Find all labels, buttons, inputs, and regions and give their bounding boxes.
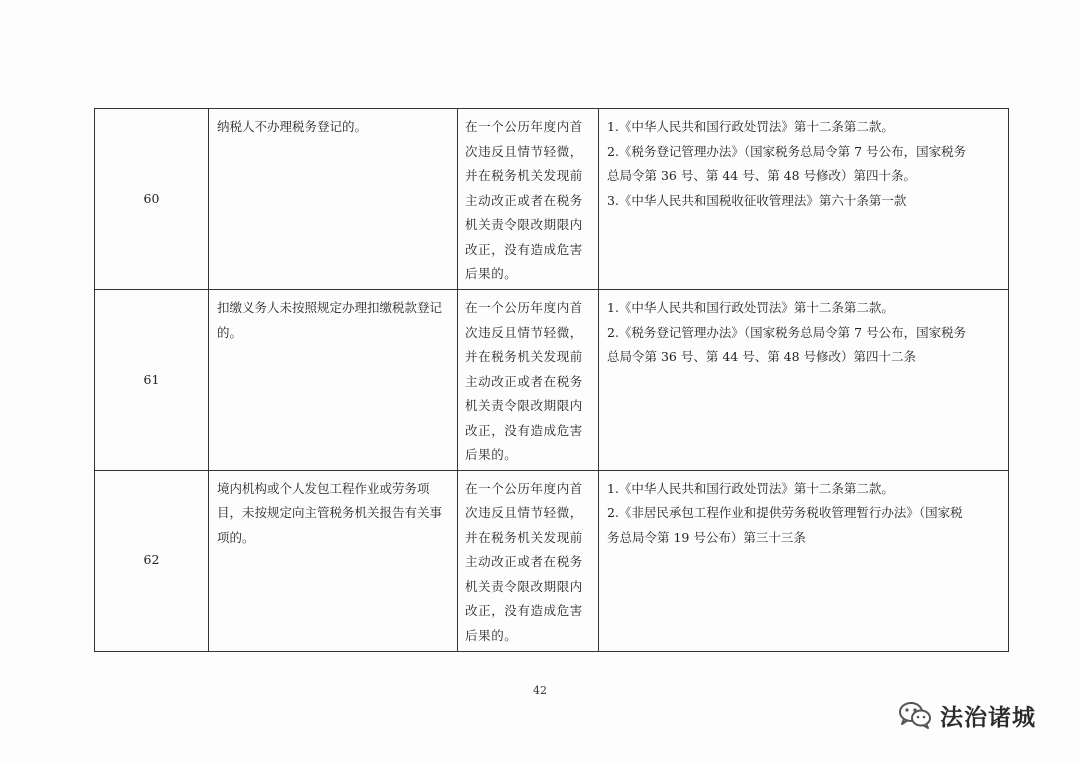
legal-basis-text: [599, 290, 1008, 374]
condition-line: 改正，没有造成危害: [465, 422, 583, 438]
legal-basis-line: 3.《中华人民共和国税收征收管理法》第六十条第一款: [607, 192, 907, 208]
violation-case-cell: [209, 109, 458, 290]
violation-case-cell: [209, 290, 458, 471]
row-number-cell: [95, 290, 209, 471]
condition-line: 并在税务机关发现前: [465, 529, 583, 545]
condition-line: 主动改正或者在税务: [465, 373, 583, 389]
legal-basis-line: 1.《中华人民共和国行政处罚法》第十二条第二款。: [607, 300, 894, 315]
condition-cell: [458, 290, 599, 471]
condition-line: 次违反且情节轻微，: [465, 505, 583, 520]
condition-line: 机关责令限改期限内: [465, 578, 583, 594]
violation-case-text: 境内机构或个人发包工程作业或劳务项目，未按规定向主管税务机关报告有关事项的。: [217, 480, 443, 545]
legal-basis-line: 务总局令第 19 号公布）第三十三条: [607, 529, 806, 545]
condition-line: 改正，没有造成危害: [465, 603, 583, 618]
legal-basis-cell: [599, 470, 1009, 651]
condition-cell: [458, 109, 599, 290]
condition-text: [458, 471, 598, 651]
legal-basis-text: [599, 471, 1008, 555]
condition-text: [458, 109, 598, 289]
penalty-exemption-table: [94, 108, 1009, 652]
legal-basis-line: 2.《税务登记管理办法》（国家税务总局令第 7 号公布，国家税务: [607, 143, 967, 159]
row-number-cell: [95, 470, 209, 651]
row-number: 62: [143, 552, 160, 568]
table-row: [95, 470, 1009, 651]
violation-case-text: 扣缴义务人未按照规定办理扣缴税款登记的。: [217, 300, 443, 340]
legal-basis-cell: [599, 109, 1009, 290]
violation-case-cell: [209, 470, 458, 651]
condition-line: 次违反且情节轻微，: [465, 143, 583, 159]
condition-line: 主动改正或者在税务: [465, 192, 583, 208]
violation-case-text: 纳税人不办理税务登记的。: [217, 119, 368, 134]
condition-line: 并在税务机关发现前: [465, 349, 583, 364]
condition-cell: [458, 470, 599, 651]
legal-basis-line: 总局令第 36 号、第 44 号、第 48 号修改）第四十条。: [607, 168, 917, 183]
legal-basis-line: 1.《中华人民共和国行政处罚法》第十二条第二款。: [607, 119, 894, 134]
legal-basis-line: 总局令第 36 号、第 44 号、第 48 号修改）第四十二条: [607, 349, 917, 364]
watermark-text: 法治诸城: [940, 704, 1036, 731]
legal-basis-line: 2.《非居民承包工程作业和提供劳务税收管理暂行办法》（国家税: [607, 505, 963, 520]
condition-line: 在一个公历年度内首: [465, 480, 583, 496]
condition-line: 机关责令限改期限内: [465, 398, 583, 413]
condition-line: 后果的。: [465, 627, 518, 643]
table-row: [95, 290, 1009, 471]
row-number-cell: [95, 109, 209, 290]
account-watermark: [898, 700, 1036, 730]
condition-line: 改正，没有造成危害: [465, 241, 583, 257]
condition-line: 后果的。: [465, 266, 518, 281]
condition-line: 在一个公历年度内首: [465, 119, 583, 134]
condition-line: 次违反且情节轻微，: [465, 324, 583, 340]
row-number: 61: [143, 371, 160, 387]
legal-basis-line: 2.《税务登记管理办法》（国家税务总局令第 7 号公布，国家税务: [607, 324, 967, 340]
condition-text: [458, 290, 598, 470]
condition-line: 机关责令限改期限内: [465, 217, 583, 232]
condition-line: 主动改正或者在税务: [465, 554, 583, 569]
table-row: [95, 109, 1009, 290]
condition-line: 在一个公历年度内首: [465, 300, 583, 315]
legal-basis-text: [599, 109, 1008, 217]
condition-line: 并在税务机关发现前: [465, 168, 583, 183]
legal-basis-cell: [599, 290, 1009, 471]
legal-basis-line: 1.《中华人民共和国行政处罚法》第十二条第二款。: [607, 480, 894, 496]
wechat-icon: [898, 701, 932, 729]
page-number: 42: [533, 684, 547, 697]
row-number: 60: [143, 190, 160, 206]
condition-line: 后果的。: [465, 447, 518, 462]
